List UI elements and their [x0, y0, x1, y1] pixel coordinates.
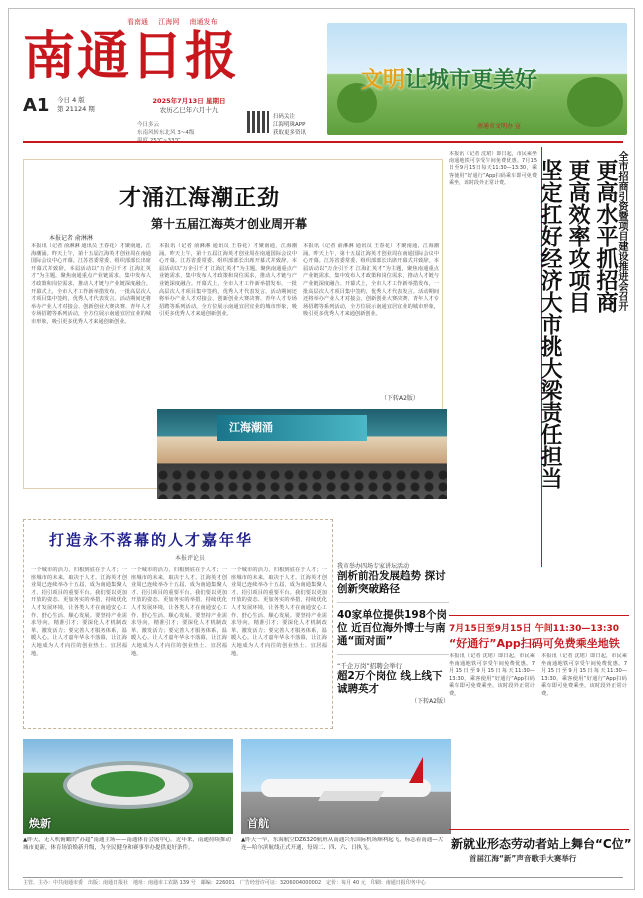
right-headline-line-1: 更高水平抓招商 [593, 159, 618, 313]
commentary-body-col-1: 一个城市的活力，归根到底在于人才；一座城市的未来，取决于人才。江海英才创业周已连续举办十五届，成为南通集聚人才、招引项目的重要平台。我们要以更加开放的姿态、更加务实的举措，持续优化人才发展环境，让各类人才在南通安心工作、舒心生活、顺心发展。要坚持产业需求导向，精准引才；要深化人才机制改革，激发活力；要完善人才服务体系，温暖人心。让人才嘉年华永不落幕，让江海大地成为人才向往的创业热土、宜居福地。 [31, 567, 127, 657]
weather-line-2: 东南风转东北风 3~4级 [137, 130, 195, 136]
banner-slogan [361, 63, 537, 94]
side-news-column [337, 561, 449, 705]
banner-footer: 南通市文明办 宣 [477, 123, 521, 130]
stadium-field-shape [91, 771, 165, 797]
app-article-title[interactable]: “好通行”App扫码可免费乘坐地铁 [449, 637, 620, 650]
masthead-title: 南通日报 [23, 26, 240, 87]
app-article-kicker: 7月15日至9月15日 午间11:30—13:30 [449, 624, 620, 634]
app-article-body-col-1: 本报讯（记者 沈珺）即日起，市民乘坐南通地铁可享受午间免费优惠。7月15日至9月15日每天11:30—13:30，乘客使用“好通行”App扫码乘车即可免费乘坐，该时段外正常计费。 [449, 653, 535, 697]
lead-byline: 本报记者 俞淋淋 [49, 235, 93, 242]
edition-info [57, 96, 95, 114]
lead-headline[interactable]: 才涌江海潮正劲 [119, 186, 281, 211]
app-promo-text [273, 113, 306, 137]
app-article-body-col-2: 本报讯（记者 沈珺）即日起，市民乘坐南通地铁可享受午间免费优惠。7月15日至9月15日每天11:30—13:30，乘客使用“好通行”App扫码乘车即可免费乘坐，该时段外正常计费。 [541, 653, 627, 697]
masthead-divider [23, 141, 623, 143]
plane-wing-shape [318, 791, 384, 801]
lead-photo [157, 409, 447, 499]
slogan-1: 看南通 [127, 18, 148, 26]
app-text-3: 获取更多资讯 [273, 130, 307, 136]
lead-subheadline: 第十五届江海英才创业周开幕 [151, 217, 308, 231]
edition-issue: 第 21124 期 [57, 105, 95, 113]
tree-shape [567, 77, 623, 127]
app-promo[interactable] [247, 111, 311, 139]
stage-screen-text: 江海潮涌 [229, 421, 273, 434]
stadium-photo [23, 739, 233, 834]
side-news-3-kicker: “千企万岗”招聘会举行 [337, 662, 403, 670]
banner-slogan-rest: 让城市更美好 [405, 68, 538, 93]
weather-line-1: 今日多云 [137, 122, 160, 128]
slogan-3: 南通发布 [189, 18, 218, 26]
divider [337, 602, 449, 603]
right-article-body: 本报讯（记者 沈珺）即日起，市民乘坐南通地铁可享受午间免费优惠。7月15日至9月15日每天11:30—13:30，乘客使用“好通行”App扫码乘车即可免费乘坐，该时段外正常计费。 [449, 151, 537, 186]
issue-date: 2025年7月13日 星期日 [152, 97, 226, 105]
airplane-photo-label: 首航 [247, 817, 269, 830]
date-block [139, 97, 239, 115]
edition-pages: 今日 4 版 [57, 96, 85, 104]
side-news-3-title[interactable]: 超2万个岗位 线上线下诚聘英才 [337, 670, 443, 695]
divider [449, 829, 629, 830]
civilization-banner [327, 23, 627, 135]
airplane-photo [241, 739, 451, 834]
footer-divider [23, 877, 623, 878]
airplane-caption: ▲昨天一早，东海航空DZ6320航班从南通兴东国际机场顺利起飞，标志着南通—大连—哈尔滨航线正式开通，每周二、四、六、日执飞。 [241, 837, 444, 851]
newspaper-page [8, 8, 635, 890]
lead-continue[interactable]: （下转A2版） [381, 395, 419, 402]
edition-number: A1 [23, 95, 50, 116]
lead-body-col-2: 本报讯（记者 俞淋淋 通讯员 王春花）才聚南通，江海潮涌。昨天上午，第十五届江海英才创业周在南通国际会议中心开幕。江苏省委常委、组织部部长出席开幕式并致辞。本届活动以“万企引千才 江海汇英才”为主题，聚焦南通重点产业链需求，集中发布人才政策和岗位需求，推动人才链与产业链深度融合。开幕式上，全市人才工作新举措发布，一批高层次人才项目集中签约，优秀人才代表发言。活动期间还将举办产业人才对接会、创新创业大赛决赛、青年人才专场招聘等系列活动，全方位展示南通宜居宜业的城市形象，吸引更多优秀人才来通创新创业。 [159, 243, 297, 318]
banner-slogan-highlight: 文明 [361, 68, 406, 93]
stadium-caption: ▲昨天，无人机俯瞰的“苏超”南通主场——南通体育会展中心。近年来，南通持续推动城市更新，体育场馆焕新升级，为全民健身和赛事举办提供更好条件。 [23, 837, 231, 851]
right-headline-line-3: 坚定扛好经济大市挑大梁责任担当 [537, 159, 562, 489]
commentary-byline: 本报评论员 [175, 555, 206, 562]
side-news-1-title[interactable]: 剖析前沿发展趋势 探讨创新突破路径 [337, 570, 446, 595]
lead-body-col-3: 本报讯（记者 俞淋淋 通讯员 王春花）才聚南通，江海潮涌。昨天上午，第十五届江海英才创业周在南通国际会议中心开幕。江苏省委常委、组织部部长出席开幕式并致辞。本届活动以“万企引千才 江海汇英才”为主题，聚焦南通重点产业链需求，集中发布人才政策和岗位需求，推动人才链与产业链深度融合。开幕式上，全市人才工作新举措发布，一批高层次人才项目集中签约，优秀人才代表发言。活动期间还将举办产业人才对接会、创新创业大赛决赛、青年人才专场招聘等系列活动，全方位展示南通宜居宜业的城市形象，吸引更多优秀人才来通创新创业。 [303, 243, 439, 318]
audience-shape [157, 469, 447, 499]
courier-article-subtitle: 首届江海“新”声音歌手大赛举行 [469, 854, 577, 863]
commentary-body-col-3: 一个城市的活力，归根到底在于人才；一座城市的未来，取决于人才。江海英才创业周已连续举办十五届，成为南通集聚人才、招引项目的重要平台。我们要以更加开放的姿态、更加务实的举措，持续优化人才发展环境，让各类人才在南通安心工作、舒心生活、顺心发展。要坚持产业需求导向，精准引才；要深化人才机制改革，激发活力；要完善人才服务体系，温暖人心。让人才嘉年华永不落幕，让江海大地成为人才向往的创业热土、宜居福地。 [231, 567, 327, 657]
slogan-2: 江海网 [158, 18, 180, 26]
lead-body-col-1: 本报讯（记者 俞淋淋 通讯员 王春花）才聚南通，江海潮涌。昨天上午，第十五届江海英才创业周在南通国际会议中心开幕。江苏省委常委、组织部部长出席开幕式并致辞。本届活动以“万企引千才 江海汇英才”为主题，聚焦南通重点产业链需求，集中发布人才政策和岗位需求，推动人才链与产业链深度融合。开幕式上，全市人才工作新举措发布，一批高层次人才项目集中签约，优秀人才代表发言。活动期间还将举办产业人才对接会、创新创业大赛决赛、青年人才专场招聘等系列活动，全方位展示南通宜居宜业的城市形象，吸引更多优秀人才来通创新创业。 [31, 243, 151, 325]
plane-tail-shape [409, 757, 423, 783]
courier-article-title[interactable]: 新就业形态劳动者站上舞台“C位” [451, 837, 632, 851]
app-text-2: 江海明珠APP [273, 122, 306, 128]
divider [337, 654, 449, 655]
page-footer: 主管、主办：中共南通市委 出版：南通日报社 地址：南通市工农路 139 号 邮编：226001 广告经营许可证：3206004000002 定价：每月 40 元 印刷：南通日报印务中心 [23, 880, 426, 886]
side-news-1-kicker: 我市举办四场专家讲坛活动 [337, 563, 410, 570]
right-headline-kicker: 全市招商引资暨项目建设推进会召开 [616, 151, 627, 311]
qr-code-icon[interactable] [247, 111, 269, 133]
divider [449, 615, 629, 616]
lunar-date: 农历乙巳年六月十九 [159, 106, 219, 114]
side-news-2-title[interactable]: 40家单位提供198个岗位 近百位海外博士与南通“面对面” [337, 609, 448, 647]
stadium-photo-label: 焕新 [29, 817, 51, 830]
edition-box [23, 95, 143, 117]
commentary-title[interactable]: 打造永不落幕的人才嘉年华 [49, 531, 254, 549]
side-news-3-continue[interactable]: （下转A2版） [411, 698, 449, 705]
right-headline [537, 159, 619, 559]
app-text-1: 扫码关注 [273, 114, 296, 120]
commentary-body-col-2: 一个城市的活力，归根到底在于人才；一座城市的未来，取决于人才。江海英才创业周已连续举办十五届，成为南通集聚人才、招引项目的重要平台。我们要以更加开放的姿态、更加务实的举措，持续优化人才发展环境，让各类人才在南通安心工作、舒心生活、顺心发展。要坚持产业需求导向，精准引才；要深化人才机制改革，激发活力；要完善人才服务体系，温暖人心。让人才嘉年华永不落幕，让江海大地成为人才向往的创业热土、宜居福地。 [131, 567, 227, 657]
right-headline-line-2: 更高效率攻项目 [565, 159, 590, 313]
